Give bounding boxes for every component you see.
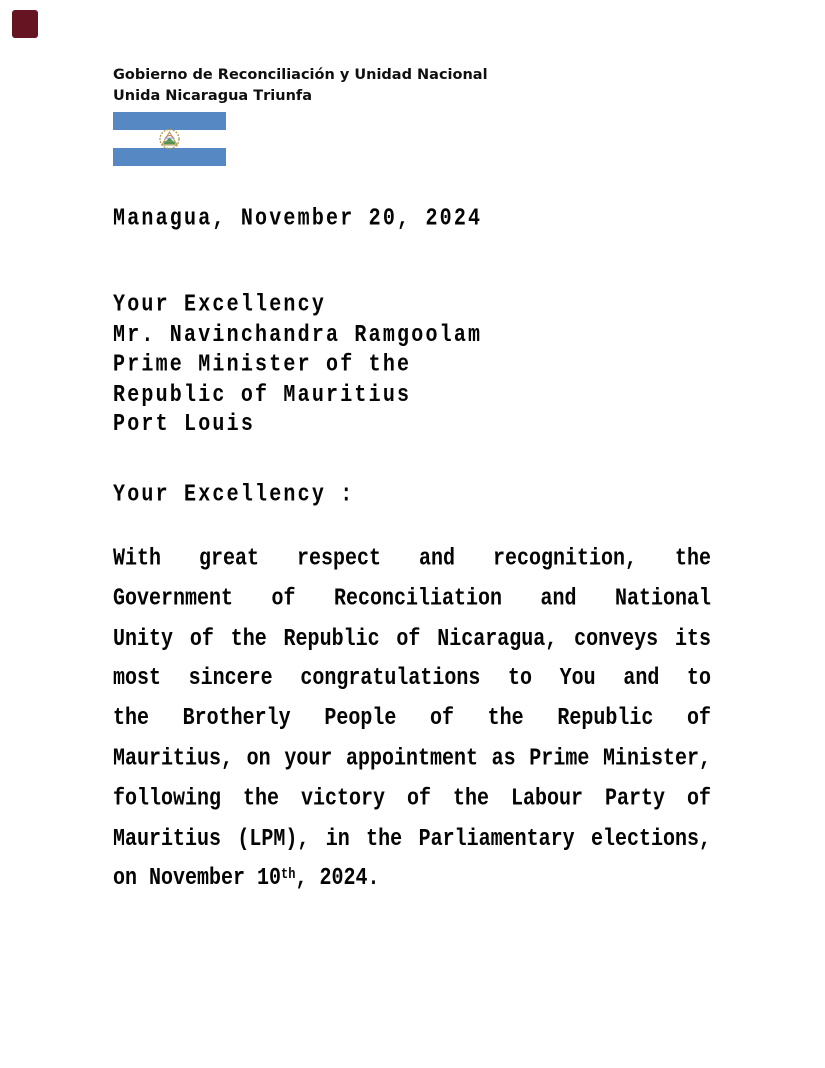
salutation: Your Excellency : [113,481,355,510]
body-last-prefix: on November 10 [113,864,282,894]
flag-stripe-top [113,112,226,130]
body-line: the Brotherly People of the Republic of [113,704,711,733]
body-line: Unity of the Republic of Nicaragua, conveys its [113,624,711,653]
letterhead-title: Gobierno de Reconciliación y Unidad Nacional [113,67,488,83]
date-line: Managua, November 20, 2024 [113,205,483,234]
body-line: most sincere congratulations to You and to [113,664,711,693]
emblem-ground [163,141,175,144]
ordinal-superscript: th [281,866,296,884]
recipient-address-block [113,291,482,440]
body-line: Government of Reconciliation and National [113,584,711,613]
corner-mark [12,10,38,38]
nicaragua-flag-icon [113,112,226,166]
recipient-line: Port Louis [113,410,256,439]
recipient-line: Prime Minister of the [113,350,412,379]
recipient-line: Mr. Navinchandra Ramgoolam [113,320,483,349]
recipient-line: Your Excellency [113,291,327,320]
flag-stripe-bottom [113,148,226,166]
body-line: following the victory of the Labour Party of [113,784,711,814]
body-line-last [113,860,711,900]
body-line: With great respect and recognition, the [113,544,711,573]
body-line: Mauritius (LPM), in the Parliamentary elections, [113,824,711,854]
body-last-suffix: , 2024. [295,864,380,894]
letterhead-motto: Unida Nicaragua Triunfa [113,88,312,104]
letterhead [113,65,488,107]
corner-mark-shape [12,10,38,38]
recipient-line: Republic of Mauritius [113,380,412,409]
letter-body [113,540,711,900]
body-line: Mauritius, on your appointment as Prime Minister, [113,744,711,774]
